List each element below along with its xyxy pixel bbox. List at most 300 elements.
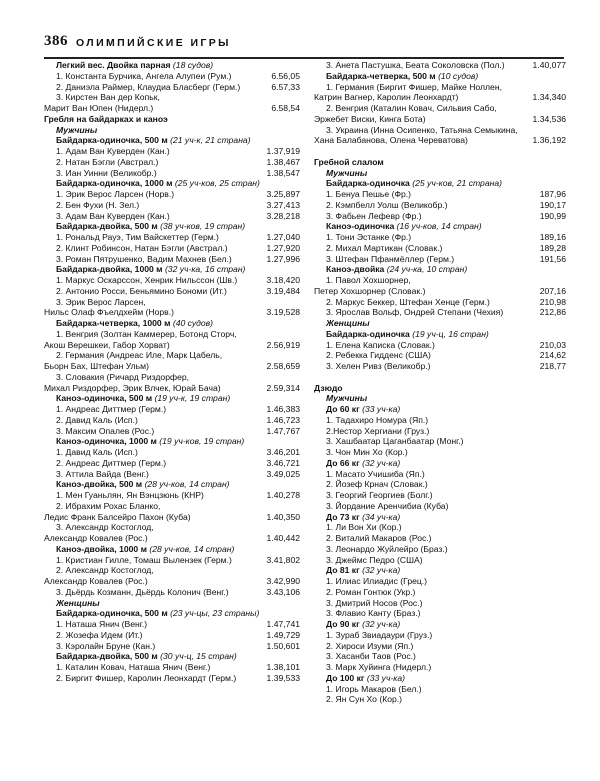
result-continuation [314, 135, 566, 146]
event-participants: (10 судов) [438, 70, 479, 81]
page-header [44, 33, 564, 59]
event-participants: (25 уч-ков, 21 страна) [412, 178, 502, 189]
event-label: Байдарка-двойка, 1000 м [56, 264, 163, 275]
result-line [44, 404, 300, 415]
event-title [326, 458, 400, 469]
result-continuation [44, 533, 300, 544]
result-text: 1. Каталин Ковач, Наташа Янич (Венг.) [56, 662, 211, 672]
result-value: 1.40,442 [266, 533, 300, 543]
event-title [326, 404, 400, 415]
result-value: 1.38,467 [266, 156, 300, 167]
event-participants: (19 уч-ц, 16 стран) [412, 328, 489, 339]
result-line [314, 436, 566, 447]
result-text: 1. Ли Вон Хи (Кор.) [326, 522, 402, 533]
event-label: Байдарка-двойка, 500 м [56, 221, 158, 232]
result-value: 3.19,484 [266, 285, 300, 296]
result-value: 1.36,192 [532, 135, 566, 146]
result-line [44, 619, 300, 630]
result-line [314, 415, 566, 426]
result-line [314, 297, 566, 308]
result-line [314, 243, 566, 254]
result-text: 1. Павол Хохшорнер, [326, 275, 411, 285]
result-text: 2. Натан Бэгли (Австрал.) [56, 156, 159, 167]
event-heading [44, 436, 300, 447]
result-value: 3.46,201 [266, 447, 300, 457]
event-heading [314, 264, 566, 275]
result-line [314, 630, 566, 641]
gender-heading [44, 598, 300, 609]
result-value: 1.47,767 [266, 425, 300, 436]
result-line [314, 189, 566, 200]
event-label: Байдарка-одиночка [326, 328, 410, 339]
result-text: 2. Германия (Андреас Иле, Марк Цабель, [56, 350, 223, 361]
result-value: 1.27,040 [266, 232, 300, 242]
result-text: 3. Роман Пятрушенко, Вадим Махнев (Бел.) [56, 253, 232, 264]
result-text: 2. Ребекка Гидденс (США) [326, 350, 431, 361]
gender-heading [44, 125, 300, 136]
result-text: 1. Тони Эстанке (Фр.) [326, 232, 412, 242]
gender-title: Мужчины [326, 393, 368, 404]
result-line [314, 479, 566, 490]
result-text: 1. Масато Учишиба (Яп.) [326, 468, 425, 479]
result-value: 3.41,802 [266, 554, 300, 565]
result-value: 218,77 [539, 361, 566, 371]
result-line [314, 544, 566, 555]
event-title [56, 651, 237, 662]
result-text: Бьорн Бах, Штефан Ульм) [44, 361, 149, 371]
result-line [314, 103, 566, 114]
result-text: 2. Андреас Диттмер (Герм.) [56, 457, 167, 468]
result-text: 2.Нестор Хергиани (Груз.) [326, 425, 430, 436]
gender-heading [314, 318, 566, 329]
event-label: Легкий вес. Двойка парная [56, 60, 171, 70]
result-text: 2. Ибрахим Рохас Бланко, [56, 500, 161, 511]
result-value: 210,98 [539, 296, 566, 307]
result-value: 189,16 [539, 232, 566, 242]
result-text: 3. Кэролайн Бруне (Кан.) [56, 640, 156, 651]
result-text: 3. Хасанби Таов (Рос.) [326, 651, 416, 662]
result-line [314, 350, 566, 361]
result-line [44, 232, 300, 243]
result-text: 3. Штефан Пфанмёллер (Герм.) [326, 253, 455, 264]
event-label: Байдарка-одиночка, 1000 м [56, 178, 173, 189]
result-line [44, 587, 300, 598]
event-heading [314, 565, 566, 576]
spacer [314, 146, 566, 157]
event-title [56, 544, 234, 555]
result-text: 2. Роман Гонтюк (Укр.) [326, 586, 416, 597]
event-participants: (38 уч-ков, 19 стран) [160, 221, 246, 232]
result-line [314, 533, 566, 544]
result-text: 2. Жозефа Идем (Ит.) [56, 629, 143, 640]
result-text: 3. Джеймс Педро (США) [326, 554, 423, 565]
result-line [44, 565, 300, 576]
result-text: 2. Кэмпбелл Уолш (Великобр.) [326, 199, 448, 210]
result-line [314, 426, 566, 437]
result-line [44, 458, 300, 469]
result-line [44, 447, 300, 458]
result-text: 3. Дьёрдь Козманн, Дьёрдь Колонич (Венг.) [56, 586, 229, 597]
event-label: До 73 кг [326, 511, 360, 522]
result-text: Марит Ван Юпен (Нидерл.) [44, 103, 154, 113]
result-text: 3. Адам Ван Куверден (Кан.) [56, 210, 170, 221]
result-line [314, 694, 566, 705]
result-text: 1. Бенуа Пешье (Фр.) [326, 189, 412, 199]
result-text: 2. Йозеф Крнач (Словак.) [326, 479, 428, 490]
section-title: Гребля на байдарках и каноэ [44, 113, 168, 124]
result-text: 1. Мен Гуаньлян, Ян Вэнцзюнь (КНР) [56, 490, 204, 500]
result-text: 1. Маркус Оскарссон, Хенрик Нильссон (Шв.) [56, 275, 238, 285]
result-line [44, 350, 300, 361]
event-heading [314, 221, 566, 232]
event-participants: (24 уч-ка, 10 стран) [386, 264, 468, 275]
section-title: Дзюдо [314, 382, 343, 393]
result-value: 2.56,919 [266, 339, 300, 350]
event-participants: (33 уч-ка) [366, 672, 405, 683]
result-line [314, 587, 566, 598]
result-continuation [44, 512, 300, 523]
event-label: Каноэ-одиночка, 500 м [56, 393, 153, 404]
event-participants: (28 уч-ков, 14 стран) [149, 543, 235, 554]
result-continuation [44, 103, 300, 114]
result-text: 3. Георгий Георгиев (Болг.) [326, 490, 433, 500]
result-line [44, 501, 300, 512]
result-continuation [44, 361, 300, 372]
result-line [314, 82, 566, 93]
result-text: 2. Бен Фухи (Н. Зел.) [56, 199, 140, 210]
result-text: 2. Клинт Робинсон, Натан Бэгли (Австрал.) [56, 242, 228, 253]
event-heading [44, 479, 300, 490]
result-value: 3.43,106 [266, 586, 300, 597]
event-participants: (16 уч-ков, 14 стран) [396, 221, 482, 232]
result-value: 190,99 [539, 210, 566, 221]
result-text: Хана Балабанова, Олена Череватова) [314, 135, 468, 146]
event-participants: (23 уч-цы, 23 страны) [170, 608, 260, 619]
result-value: 1.40,278 [266, 490, 300, 500]
result-value: 3.19,528 [266, 307, 300, 318]
event-title [326, 673, 405, 684]
result-line [314, 254, 566, 265]
result-line [44, 211, 300, 222]
gender-title: Мужчины [326, 167, 368, 178]
event-participants: (25 уч-ков, 25 стран) [174, 178, 260, 189]
event-participants: (34 уч-ка) [362, 511, 401, 522]
event-heading [44, 544, 300, 555]
result-line [44, 254, 300, 265]
result-text: 1. Давид Каль (Исп.) [56, 447, 138, 457]
event-participants: (18 судов) [172, 60, 214, 70]
result-value: 1.38,101 [266, 662, 300, 672]
result-line [44, 168, 300, 179]
result-value: 1.46,723 [266, 414, 300, 425]
result-value: 1.40,077 [532, 60, 566, 70]
result-text: Михал Риздорфер, Эрик Влчек, Юрай Бача) [44, 382, 221, 393]
result-text: 1. Германия (Биргит Фишер, Майке Ноллен, [326, 81, 502, 92]
event-title [56, 178, 260, 189]
result-line [314, 361, 566, 372]
event-heading [44, 608, 300, 619]
event-participants: (32 уч-ка) [362, 457, 401, 468]
event-title [56, 393, 230, 404]
result-line [44, 275, 300, 286]
result-text: 2. Маркус Беккер, Штефан Хенце (Герм.) [326, 296, 490, 307]
event-participants: (32 уч-ка) [362, 565, 401, 576]
result-text: 3. Марк Хуйинга (Нидерл.) [326, 662, 432, 672]
result-value: 1.27,920 [266, 242, 300, 253]
result-continuation [314, 92, 566, 103]
result-value: 3.27,413 [266, 199, 300, 210]
result-value: 1.34,536 [532, 113, 566, 124]
result-text: 3. Леонардо Жуйлейро (Браз.) [326, 543, 448, 554]
result-value: 3.46,721 [266, 457, 300, 468]
event-heading [314, 458, 566, 469]
event-label: До 100 кг [326, 672, 365, 683]
result-line [44, 157, 300, 168]
result-text: 1. Наташа Янич (Венг.) [56, 619, 148, 629]
result-line [314, 125, 566, 136]
event-heading [44, 178, 300, 189]
result-text: 3. Хелен Ривз (Великобр.) [326, 361, 431, 371]
result-text: Катрин Вагнер, Каролин Леонхардт) [314, 92, 459, 103]
result-line [314, 641, 566, 652]
event-title [326, 619, 400, 630]
result-value: 6.58,54 [271, 103, 300, 113]
result-line [44, 329, 300, 340]
event-participants: (32 уч-ка) [362, 619, 401, 629]
result-text: 3. Йордание Аренчибиа (Куба) [326, 500, 449, 511]
section-title: Гребной слалом [314, 156, 384, 167]
section-heading [44, 114, 300, 125]
event-label: Байдарка-четверка, 1000 м [56, 318, 171, 328]
event-heading [314, 329, 566, 340]
result-text: 1. Венгрия (Золтан Каммерер, Ботонд Сторч, [56, 328, 237, 339]
left-column [44, 60, 300, 684]
result-value: 3.49,025 [266, 468, 300, 479]
result-text: 1. Эрик Верос Ларсен (Норв.) [56, 189, 175, 199]
result-value: 3.42,990 [266, 576, 300, 586]
result-text: 3. Словакия (Ричард Риздорфер, [56, 371, 190, 382]
result-line [44, 146, 300, 157]
event-title [56, 264, 245, 275]
event-participants: (28 уч-ков, 14 стран) [144, 479, 230, 490]
result-line [314, 211, 566, 222]
result-text: 3. Дмитрий Носов (Рос.) [326, 597, 423, 608]
result-value: 1.50,601 [266, 640, 300, 651]
result-value: 1.40,350 [266, 511, 300, 522]
event-participants: (33 уч-ка) [362, 404, 401, 414]
section-heading [314, 157, 566, 168]
result-line [314, 501, 566, 512]
result-text: 1. Игорь Макаров (Бел.) [326, 683, 422, 694]
event-title [326, 264, 467, 275]
event-label: Байдарка-одиночка, 500 м [56, 608, 168, 619]
event-participants: (40 судов) [172, 318, 214, 328]
result-text: 1. Андреас Диттмер (Герм.) [56, 404, 167, 414]
result-value: 207,16 [539, 285, 566, 296]
result-value: 1.34,340 [532, 92, 566, 103]
event-heading [314, 404, 566, 415]
event-label: Каноэ-двойка, 500 м [56, 479, 143, 490]
result-line [314, 60, 566, 71]
result-text: 1. Зураб Звиадаури (Груз.) [326, 629, 433, 640]
result-line [314, 662, 566, 673]
result-text: 2. Биргит Фишер, Каролин Леонхардт (Герм.) [56, 672, 237, 683]
result-value: 1.37,919 [266, 146, 300, 156]
event-title [56, 436, 244, 447]
result-line [314, 598, 566, 609]
event-title [326, 221, 482, 232]
event-label: Каноэ-двойка, 1000 м [56, 543, 147, 554]
event-title [56, 608, 259, 619]
event-label: Каноэ-двойка [326, 264, 385, 275]
event-title [326, 512, 400, 523]
event-participants: (21 уч-к, 21 страна) [170, 135, 251, 146]
result-value: 3.18,420 [266, 275, 300, 285]
result-line [314, 340, 566, 351]
result-text: Александр Ковалев (Рос.) [44, 576, 148, 586]
event-heading [44, 135, 300, 146]
result-continuation [44, 307, 300, 318]
gender-heading [314, 393, 566, 404]
right-column [314, 60, 566, 705]
result-line [314, 522, 566, 533]
event-label: Байдарка-четверка, 500 м [326, 70, 436, 81]
result-continuation [44, 340, 300, 351]
event-heading [44, 221, 300, 232]
section-heading [314, 383, 566, 394]
result-text: Ледис Франк Балсейро Пахон (Куба) [44, 511, 191, 522]
result-value: 212,86 [539, 307, 566, 318]
event-title [56, 60, 213, 71]
event-heading [314, 619, 566, 630]
result-text: 3. Эрик Верос Ларсен, [56, 296, 146, 307]
result-text: 1. Кристиан Гилле, Томаш Вылензек (Герм.) [56, 554, 232, 565]
result-line [314, 275, 566, 286]
event-label: До 66 кг [326, 457, 360, 468]
result-value: 2.59,314 [266, 382, 300, 393]
event-heading [44, 264, 300, 275]
result-line [314, 555, 566, 566]
result-value: 190,17 [539, 199, 566, 210]
result-value: 187,96 [539, 189, 566, 199]
result-text: 2. Венгрия (Каталин Ковач, Сильвия Сабо, [326, 103, 497, 113]
result-value: 6.57,33 [271, 81, 300, 92]
result-line [314, 490, 566, 501]
result-line [44, 641, 300, 652]
result-line [314, 469, 566, 480]
event-label: До 60 кг [326, 404, 360, 414]
result-text: 3. Хашбаатар Цаганбаатар (Монг.) [326, 436, 464, 447]
result-text: 2. Ян Сун Хо (Кор.) [326, 694, 403, 705]
event-title [56, 135, 251, 146]
event-participants: (32 уч-ка, 16 стран) [164, 264, 246, 275]
result-line [44, 92, 300, 103]
result-text: 3. Флавио Канту (Браз.) [326, 608, 421, 619]
result-value: 2.58,659 [266, 361, 300, 371]
result-text: 2. Виталий Макаров (Рос.) [326, 533, 432, 543]
result-line [44, 426, 300, 437]
gender-title: Женщины [56, 597, 100, 608]
result-line [44, 415, 300, 426]
result-text: 3. Чон Мин Хо (Кор.) [326, 447, 408, 457]
result-text: 3. Кирстен Ван дер Копьк, [56, 92, 160, 103]
event-heading [44, 651, 300, 662]
result-text: 3. Ярослав Вольф, Ондрей Степани (Чехия) [326, 307, 504, 318]
page-number: 386 [44, 33, 68, 49]
gender-heading [314, 168, 566, 179]
result-line [314, 447, 566, 458]
result-line [44, 490, 300, 501]
event-title [326, 565, 400, 576]
result-text: 2. Александр Костоглод, [56, 565, 154, 576]
event-heading [44, 60, 300, 71]
result-line [314, 576, 566, 587]
result-line [314, 684, 566, 695]
result-text: Александр Ковалев (Рос.) [44, 533, 148, 543]
result-continuation [314, 114, 566, 125]
result-text: 1. Елена Каписка (Словак.) [326, 339, 435, 350]
result-value: 1.38,547 [266, 167, 300, 178]
result-value: 6.56,05 [271, 70, 300, 81]
result-line [314, 307, 566, 318]
result-text: Нильс Олаф Фъелдхейм (Норв.) [44, 307, 174, 318]
result-value: 1.27,996 [266, 253, 300, 264]
result-text: 3. Украина (Инна Осипенко, Татьяна Семыкина, [326, 124, 518, 135]
event-participants: (30 уч-ц, 15 стран) [160, 651, 237, 662]
event-label: Байдарка-одиночка [326, 178, 410, 189]
result-text: 3. Максим Опалев (Рос.) [56, 425, 155, 436]
event-participants: (19 уч-ков, 19 стран) [159, 436, 245, 447]
result-value: 189,28 [539, 242, 566, 253]
event-title [56, 221, 245, 232]
event-heading [44, 393, 300, 404]
result-value: 3.28,218 [266, 210, 300, 221]
event-title [326, 178, 502, 189]
result-line [314, 651, 566, 662]
result-line [44, 673, 300, 684]
result-continuation [44, 576, 300, 587]
event-heading [314, 673, 566, 684]
result-line [44, 297, 300, 308]
result-line [44, 286, 300, 297]
event-heading [314, 178, 566, 189]
result-line [44, 469, 300, 480]
result-line [314, 200, 566, 211]
result-line [44, 555, 300, 566]
result-text: 2. Хироси Изуми (Яп.) [326, 640, 414, 651]
event-heading [44, 318, 300, 329]
result-value: 1.46,383 [266, 404, 300, 414]
result-text: 1. Адам Ван Куверден (Кан.) [56, 146, 170, 156]
result-text: 3. Иан Уинни (Великобр.) [56, 167, 157, 178]
result-value: 214,62 [539, 350, 566, 361]
gender-title: Женщины [326, 318, 370, 328]
result-line [44, 630, 300, 641]
result-line [44, 82, 300, 93]
result-text: 2. Давид Каль (Исп.) [56, 414, 138, 425]
event-heading [314, 71, 566, 82]
result-line [44, 200, 300, 211]
result-line [314, 232, 566, 243]
result-text: 3. Александр Костоглод, [56, 522, 154, 533]
event-label: Байдарка-двойка, 500 м [56, 651, 158, 662]
event-label: Байдарка-одиночка, 500 м [56, 135, 168, 146]
result-value: 3.25,897 [266, 189, 300, 199]
result-text: 1. Тадахиро Номура (Яп.) [326, 414, 429, 425]
running-title: ОЛИМПИЙСКИЕ ИГРЫ [76, 37, 231, 49]
result-text: 3. Анета Пастушка, Беата Соколовска (Пол.) [326, 60, 505, 70]
result-text: Петер Хохшорнер (Словак.) [314, 285, 426, 296]
